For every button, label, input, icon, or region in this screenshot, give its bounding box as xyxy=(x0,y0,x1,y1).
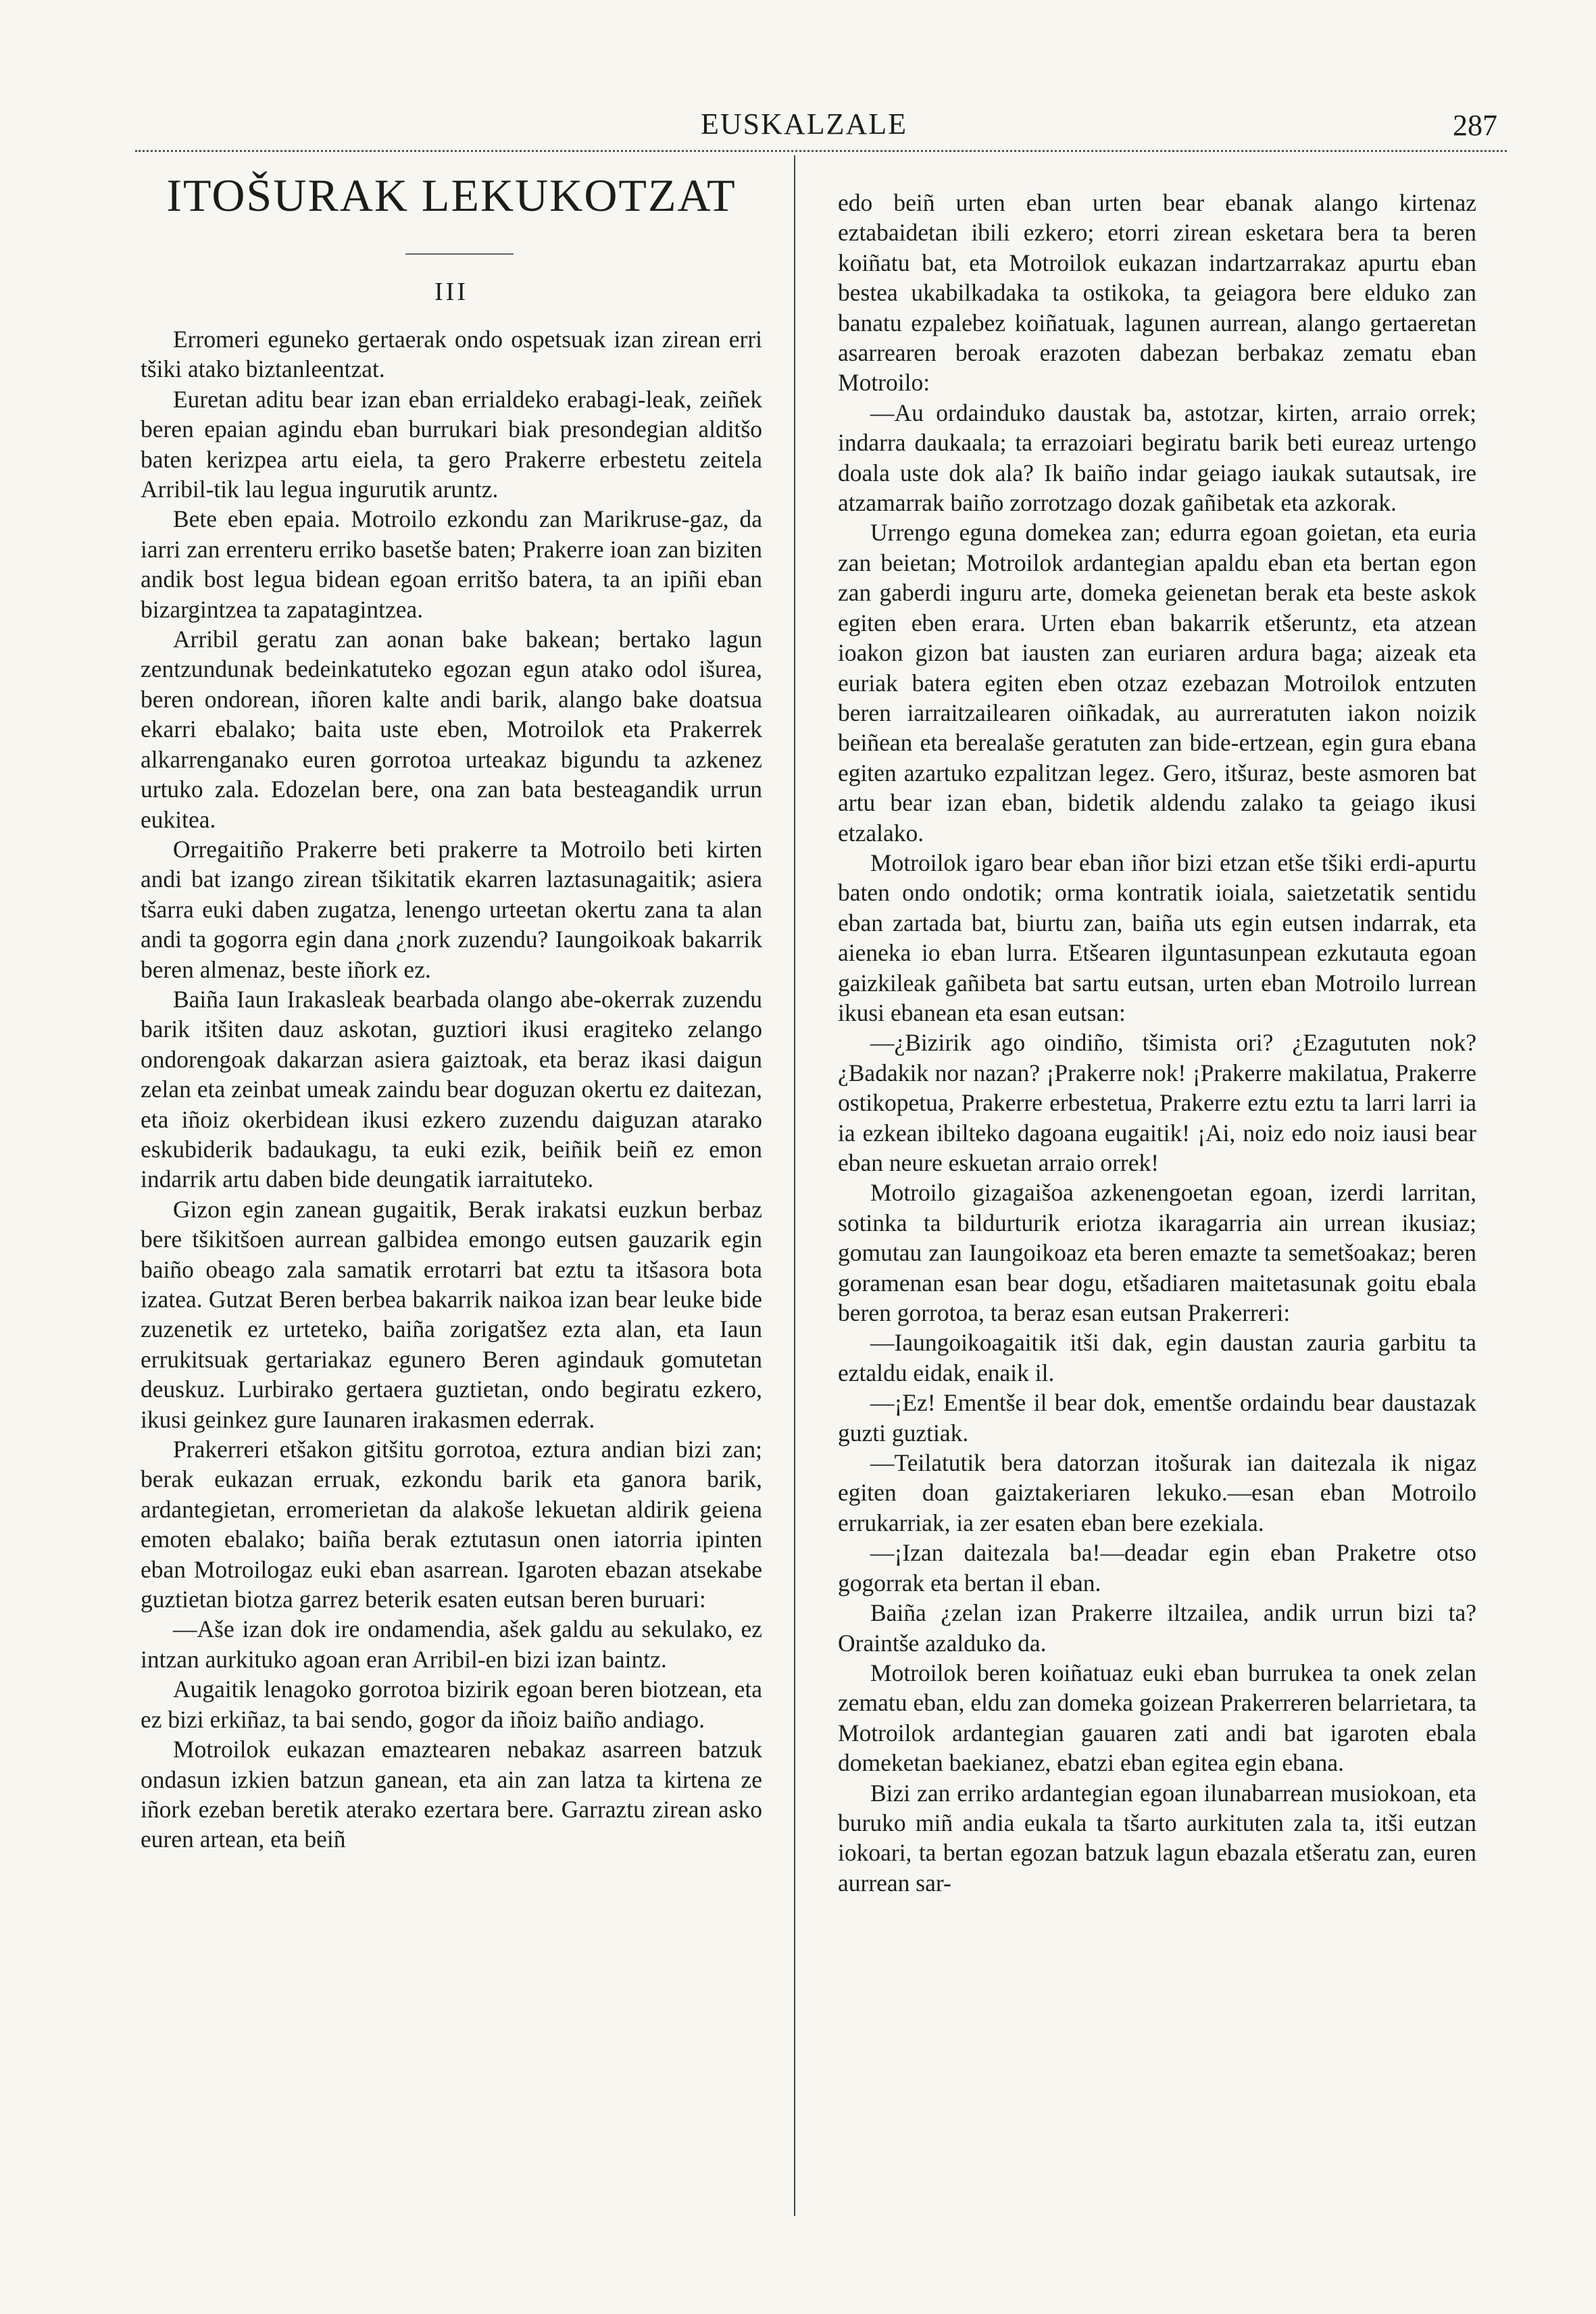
paragraph: Euretan aditu bear izan eban errialdeko erabagi-leak, zeiñek beren epaian agindu eban burrukari biak presondegian alditšo baten kerizpea artu eiela, ta gero Prakerre erbestetu zeitela Arribil-tik lau legua ingurutik aruntz. xyxy=(141,385,762,503)
left-column xyxy=(141,324,762,1855)
paragraph: Gizon egin zanean gugaitik, Berak irakatsi euzkun berbaz bere tšikitšoen aurrean galbidea emongo eutsen gauzarik egin baiño obeago zala samatik errotarri bat eztu ta itšasora bota izatea. Gutzat Beren berbea bakarrik naikoa izan bear leuke bide zuzenetik ez urteteko, baiña zorigatšez ezta alan, eta Iaun errukitsuak gertariakaz egunero Beren agindauk gomutetan deuskuz. Lurbirako gertaera guztietan, ondo begiratu ezkero, ikusi geinkez gure Iaunaren irakasmen ederrak. xyxy=(141,1195,762,1433)
column-divider xyxy=(794,155,795,2216)
paragraph: Baiña Iaun Irakasleak bearbada olango abe-okerrak zuzendu barik itšiten dauz askotan, guztiori ikusi eragiteko zelango ondorengoak dakarzan asiera gaiztoak, eta beraz ikasi daigun zelan eta zeinbat umeak zaindu bear doguzan okertu ez daitezan, eta iñoiz okerbidean ikusi ezkero zuzendu daiguzan atarako eskubiderik badaukagu, ta euki ezik, beiñik beiñ ez emon indarrik artu daben bide deungatik iarraituteko. xyxy=(141,985,762,1193)
paragraph: Bizi zan erriko ardantegian egoan ilunabarrean musiokoan, eta buruko miñ andia eukala ta tšarto aurkituten zala ta, itši eutzan iokoari, ta bertan egozan batzuk lagun ebazala etšeratu zan, euren aurrean sar- xyxy=(838,1779,1476,1896)
paragraph: —¡Izan daitezala ba!—deadar egin eban Praketre otso gogorrak eta bertan il eban. xyxy=(838,1539,1476,1596)
paragraph: Urrengo eguna domekea zan; edurra egoan goietan, eta euria zan beietan; Motroilok ardantegian apaldu eban eta bertan egon zan gaberdi inguru arte, domeka geienetan berak eta beste askok egiten eben erara. Urten eban bakarrik etšeruntz, eta atzean ioakon gizon bat iausten zan euriaren ardura baga; aizeak eta euriak batera egiten eben otzaz ezebazan Motroilok entzuten beren iarraitzailearen oiñkadak, au aurreratuten iakon noizik beiñean eta berealaše geratuten zan bide-ertzean, egin gura ebana egiten azartuko ezpalitzan legez. Gero, itšuraz, beste asmoren bat artu bear izan eban, bidetik aldendu zalako ta geiago ikusi etzalako. xyxy=(838,519,1476,847)
header-rule xyxy=(135,150,1507,152)
paragraph: Augaitik lenagoko gorrotoa bizirik egoan beren biotzean, eta ez bizi erkiñaz, ta bai sendo, gogor da iñoiz baiño andiago. xyxy=(141,1676,762,1733)
paragraph: Bete eben epaia. Motroilo ezkondu zan Marikruse-gaz, da iarri zan errenteru erriko basetše baten; Prakerre ioan zan biziten andik bost legua bidean egoan erritšo batera, ta an ipiñi eban bizargintzea ta zapatagintzea. xyxy=(141,505,762,623)
title-rule xyxy=(405,253,514,255)
paragraph: —Au ordainduko daustak ba, astotzar, kirten, arraio orrek; indarra daukaala; ta errazoiari begiratu barik beti eureaz urtengo doala uste dok ala? Ik baiño indar geiago iaukak sutautsak, ire atzamarrak baiño zorrotzago dozak gañibetak eta azkorak. xyxy=(838,399,1476,517)
paragraph: Motroilok igaro bear eban iñor bizi etzan etše tšiki erdi-apurtu baten ondo ondotik; orma kontratik ioiala, saietzetatik sentidu eban zartada bat, biurtu zan, baiña uts egin eutsen indarrak, eta aieneka io eban lurra. Etšearen ilguntasunpean ezkutauta egoan gaizkileak gañibeta bat sartu eutsan, urten eban Motroilo lurrean ikusi ebanean eta esan eutsan: xyxy=(838,849,1476,1026)
paragraph: Motroilok eukazan emaztearen nebakaz asarreen batzuk ondasun izkien batzun ganean, eta ain zan latza ta kirtena ze iñork ezeban beretik aterako ezertara bere. Garraztu zirean asko euren artean, eta beiñ xyxy=(141,1736,762,1853)
paragraph: —Iaungoikoagaitik itši dak, egin daustan zauria garbitu ta eztaldu eidak, enaik il. xyxy=(838,1329,1476,1386)
paragraph: —¿Bizirik ago oindiño, tšimista ori? ¿Ezagututen nok? ¿Badakik nor nazan? ¡Prakerre nok! ¡Prakerre makilatua, Prakerre ostikopetua, Prakerre erbestetua, Prakerre eztu eztu ta larri larri ia ia ezkean ibilteko dagoana eugaitik! ¡Ai, noiz edo noiz iausi bear eban neure eskuetan arraio orrek! xyxy=(838,1029,1476,1176)
paragraph: Baiña ¿zelan izan Prakerre iltzailea, andik urrun bizi ta? Oraintše azalduko da. xyxy=(838,1599,1476,1657)
paragraph: Arribil geratu zan aonan bake bakean; bertako lagun zentzundunak bedeinkatuteko egozan egun atako odol išurea, beren ondorean, iñoren kalte andi barik, alango bake doatsua ekarri ebalako; baita uste eben, Motroilok eta Prakerrek alkarrenganako euren gorrotoa urteakaz bigundu ta azkenez urtuko zala. Edozelan bere, ona zan bata besteagandik urrun eukitea. xyxy=(141,626,762,833)
paragraph: Orregaitiño Prakerre beti prakerre ta Motroilo beti kirten andi bat izango zirean tšikitatik ekarren laztasunagaitik; asiera tšarra euki daben zugatza, lenengo urteetan okertu zana ta alan andi ta gogorra egin dana ¿nork zuzendu? Iaungoikoak bakarrik beren almenaz, beste iñork ez. xyxy=(141,835,762,983)
page-number: 287 xyxy=(1453,109,1497,142)
paragraph: Motroilo gizagaišoa azkenengoetan egoan, izerdi larritan, sotinka ta bildurturik eriotza ikaragarria ain urrean ikusiaz; gomutau zan Iaungoikoaz eta beren emazte ta semetšoakaz; beren goramenan esan bear dogu, etšadiaren maitetasunak goitu ebala beren gorrotoa, ta beraz esan eutsan Prakerreri: xyxy=(838,1179,1476,1327)
paragraph: —Aše izan dok ire ondamendia, ašek galdu au sekulako, ez intzan aurkituko agoan eran Arribil-en bizi izan baintz. xyxy=(141,1615,762,1673)
paragraph: Erromeri eguneko gertaerak ondo ospetsuak izan zirean erri tšiki atako biztanleentzat. xyxy=(141,326,762,383)
paragraph: Prakerreri etšakon gitšitu gorrotoa, eztura andian bizi zan; berak eukazan erruak, ezkondu barik eta ganora barik, ardantegietan, erromerietan da alakoše lekuetan aldirik geiena emoten ebalako; baiña berak eztutasun onen iatorria ipinten eban Motroilogaz euki eban asarrean. Igaroten ebazan atsekabe guztietan biotza garrez beterik esaten eutsan beren buruari: xyxy=(141,1436,762,1613)
section-number: III xyxy=(434,278,468,306)
paragraph: —Teilatutik bera datorzan itošurak ian daitezala ik nigaz egiten doan gaiztakeriaren lekuko.—esan eban Motroilo errukarriak, ia zer esaten eban bere ezekiala. xyxy=(838,1449,1476,1536)
paragraph: edo beiñ urten eban urten bear ebanak alango kirtenaz eztabaidetan ibili ezkero; etorri zirean esketara bera ta beren koiñatu bat, eta Motroilok eukazan indartzarrakaz apurtu eban bestea ukabilkadaka ta ostikoka, ta geiagora bere elduko zan banatu ezpalebez koiñatuak, lagunen aurrean, alango gertaeretan asarrearen beroak erazoten dabezan berbakaz zematu eban Motroilo: xyxy=(838,189,1476,397)
journal-title: EUSKALZALE xyxy=(701,107,907,141)
paragraph: Motroilok beren koiñatuaz euki eban burrukea ta onek zelan zematu eban, eldu zan domeka goizean Prakerreren belarrietara, ta Motroilok ardantegian gauaren zati andi bat igaroten ebala domeketan baekianez, ebatzi eban egitea egin ebana. xyxy=(838,1659,1476,1777)
right-column xyxy=(838,188,1476,1898)
paragraph: —¡Ez! Ementše il bear dok, ementše ordaindu bear daustazak guzti guztiak. xyxy=(838,1389,1476,1447)
article-title: ITOŠURAK LEKUKOTZAT xyxy=(166,170,737,221)
